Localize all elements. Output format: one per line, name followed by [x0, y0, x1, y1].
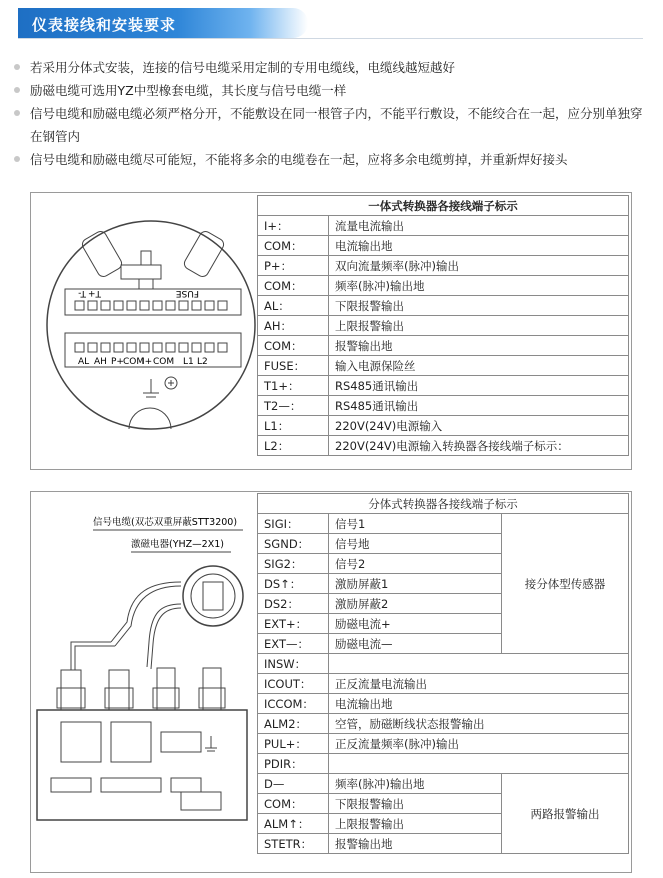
table-row: ICOUT： 正反流量电流输出 — [258, 674, 629, 694]
table-row: DS↑： 激励屏蔽1 — [258, 574, 629, 594]
split-terminal-table — [257, 493, 629, 854]
table-row: L2： 220V(24V)电源输入转换器各接线端子标示： — [258, 436, 629, 456]
top-label-tminus: T- — [78, 288, 86, 298]
table-row: DS2： 激励屏蔽2 — [258, 594, 629, 614]
table-row: EXT+： 励磁电流+ — [258, 614, 629, 634]
bottom-label: COM — [123, 357, 145, 367]
table-row: AL： 下限报警输出 — [258, 296, 629, 316]
signal-cable-label: 信号电缆(双芯双重屏蔽STT3200) — [93, 517, 238, 528]
integrated-table-header: 一体式转换器各接线端子标示 — [258, 196, 629, 216]
list-item: 信号电缆和励磁电缆必须严格分开，不能敷设在同一根管子内，不能平行敷设，不能绞合在一起，应分别单独穿在钢管内 — [10, 102, 650, 148]
section-title-bar — [18, 8, 308, 38]
table-row: T1+： RS485通讯输出 — [258, 376, 629, 396]
top-label-fuse: FUSE — [175, 288, 199, 298]
table-row: FUSE： 输入电源保险丝 — [258, 356, 629, 376]
bullet-icon — [14, 156, 20, 162]
list-item: 信号电缆和励磁电缆尽可能短，不能将多余的电缆卷在一起，应将多余电缆剪掉，并重新焊好接头 — [10, 148, 650, 171]
table-row: P+： 双向流量频率(脉冲)输出 — [258, 256, 629, 276]
bullet-icon — [14, 64, 20, 70]
table-row: AH： 上限报警输出 — [258, 316, 629, 336]
table-row: I+： 流量电流输出 — [258, 216, 629, 236]
table-row: T2—： RS485通讯输出 — [258, 396, 629, 416]
table-row: ALM↑： 上限报警输出 — [258, 814, 629, 834]
ground-icon — [143, 377, 177, 397]
excite-cable-label: 激磁电器(YHZ—2X1) — [131, 539, 224, 550]
top-label-tplus: T+ — [87, 288, 101, 298]
ground-icon — [205, 736, 217, 751]
table-row: PDIR： — [258, 754, 629, 774]
bottom-label: AH — [94, 357, 107, 367]
table-row: D— 频率(脉冲)输出地 两路报警输出 — [258, 774, 629, 794]
table-row: ICCOM： 电流输出地 — [258, 694, 629, 714]
table-row: COM： 电流输出地 — [258, 236, 629, 256]
table-row: L1： 220V(24V)电源输入 — [258, 416, 629, 436]
bottom-label: L1 — [183, 357, 194, 367]
table-row: STETR： 报警输出地 — [258, 834, 629, 854]
group-sensor: 接分体型传感器 — [502, 514, 629, 654]
integrated-terminal-table — [257, 195, 629, 456]
bottom-label: COM — [153, 357, 175, 367]
table-row: EXT—： 励磁电流— — [258, 634, 629, 654]
table-row: SIG2： 信号2 — [258, 554, 629, 574]
table-row: INSW： — [258, 654, 629, 674]
list-item: 若采用分体式安装，连接的信号电缆采用定制的专用电缆线，电缆线越短越好 — [10, 56, 650, 79]
list-item: 励磁电缆可选用YZ中型橡套电缆，其长度与信号电缆一样 — [10, 79, 650, 102]
section-title: 仪表接线和安装要求 — [32, 16, 177, 34]
bottom-label: AL — [78, 357, 90, 367]
title-divider — [18, 38, 643, 39]
bottom-label: L2 — [197, 357, 208, 367]
requirements-list — [10, 56, 650, 171]
group-alarm: 两路报警输出 — [502, 774, 629, 854]
table-row: COM： 频率(脉冲)输出地 — [258, 276, 629, 296]
integrated-diagram — [31, 193, 257, 467]
table-row: SIGI： 信号1 接分体型传感器 — [258, 514, 629, 534]
bullet-icon — [14, 110, 20, 116]
split-diagram — [31, 492, 257, 870]
table-row: SGND： 信号地 — [258, 534, 629, 554]
table-row: COM： 下限报警输出 — [258, 794, 629, 814]
bullet-icon — [14, 87, 20, 93]
table-row: COM： 报警输出地 — [258, 336, 629, 356]
table-row: ALM2： 空管，励磁断线状态报警输出 — [258, 714, 629, 734]
split-table-header: 分体式转换器各接线端子标示 — [258, 494, 629, 514]
bottom-label: P+ — [111, 357, 124, 367]
bottom-label: I+ — [142, 357, 153, 367]
table-row: PUL+： 正反流量频率(脉冲)输出 — [258, 734, 629, 754]
